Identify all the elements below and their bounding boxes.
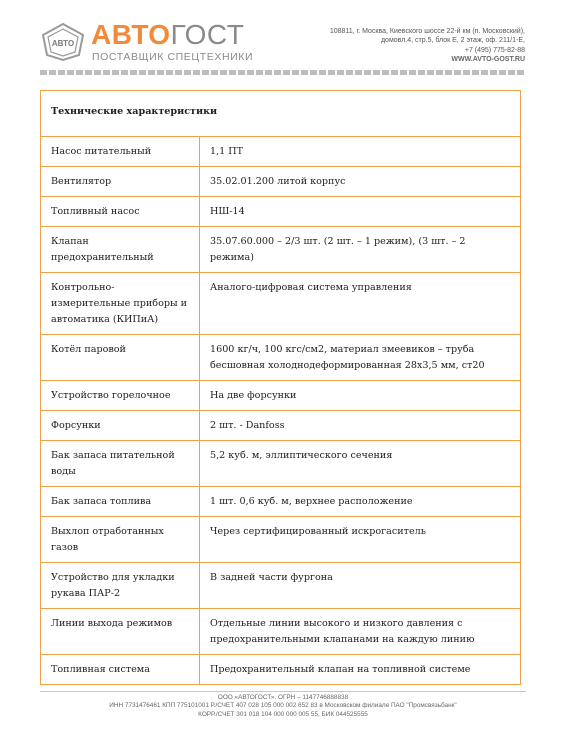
- spec-name: Устройство горелочное: [41, 381, 200, 411]
- company-address: [330, 27, 525, 65]
- spec-value: НШ-14: [200, 197, 521, 227]
- spec-name: Контрольно-измерительные приборы и автоматика (КИПиА): [41, 273, 200, 335]
- table-row: [41, 335, 521, 381]
- spec-name: Котёл паровой: [41, 335, 200, 381]
- spec-name: Насос питательный: [41, 137, 200, 167]
- table-row: [41, 441, 521, 487]
- spec-value: Отдельные линии высокого и низкого давления с предохранительными клапанами на каждую линию: [200, 609, 521, 655]
- spec-name: Вентилятор: [41, 167, 200, 197]
- spec-value: 1 шт. 0,6 куб. м, верхнее расположение: [200, 487, 521, 517]
- table-row: [41, 167, 521, 197]
- spec-value: 35.07.60.000 – 2/3 шт. (2 шт. – 1 режим), (3 шт. – 2 режима): [200, 227, 521, 273]
- table-row: [41, 273, 521, 335]
- specs-table: [40, 90, 521, 685]
- footer-line: ООО «АВТОГОСТ». ОГРН – 1147746888838: [217, 694, 349, 701]
- spec-value: В задней части фургона: [200, 563, 521, 609]
- header-divider: [40, 70, 526, 75]
- spec-value: 2 шт. - Danfoss: [200, 411, 521, 441]
- spec-value: Через сертифицированный искрогаситель: [200, 517, 521, 563]
- footer-line: ИНН 7731476461 КПП 775101001 Р./СЧЕТ 407 028 105 000 002 652 83 в Московском филиале ПАО "Промсвязьбанк": [109, 702, 457, 710]
- spec-name: Линии выхода режимов: [41, 609, 200, 655]
- spec-name: Бак запаса топлива: [41, 487, 200, 517]
- table-row: [41, 137, 521, 167]
- spec-name: Бак запаса питательной воды: [41, 441, 200, 487]
- spec-name: Топливная система: [41, 655, 200, 685]
- table-row: [41, 517, 521, 563]
- spec-value: 1,1 ПТ: [200, 137, 521, 167]
- table-row: [41, 655, 521, 685]
- table-title-row: [41, 91, 521, 137]
- spec-value: 1600 кг/ч, 100 кгс/см2, материал змеевиков – труба бесшовная холоднодеформированная 28х3,5 мм, ст20: [200, 335, 521, 381]
- table-row: [41, 227, 521, 273]
- spec-value: 35.02.01.200 литой корпус: [200, 167, 521, 197]
- table-row: [41, 609, 521, 655]
- table-row: [41, 411, 521, 441]
- spec-value: 5,2 куб. м, эллиптического сечения: [200, 441, 521, 487]
- table-row: [41, 563, 521, 609]
- spec-name: Устройство для укладки рукава ПАР-2: [41, 563, 200, 609]
- footer-line: КОРР./СЧЕТ 301 018 104 000 000 005 55, БИК 044525555: [198, 710, 368, 718]
- spec-name: Выхлоп отработанных газов: [41, 517, 200, 563]
- brand-name: [91, 20, 244, 50]
- address-line: домовл.4, стр.5, блок Е, 2 этаж, оф. 211/1-Е,: [380, 37, 525, 45]
- brand-part1: АВТО: [91, 19, 171, 50]
- table-title: Технические характеристики: [41, 91, 521, 137]
- address-line: 108811, г. Москва, Киевского шоссе 22-й км (п. Московский),: [329, 28, 525, 35]
- phone-line: +7 (495) 775-82-88: [464, 46, 525, 54]
- spec-name: Форсунки: [41, 411, 200, 441]
- brand-part2: ГОСТ: [170, 19, 245, 50]
- spec-value: Предохранительный клапан на топливной системе: [200, 655, 521, 685]
- spec-value: На две форсунки: [200, 381, 521, 411]
- table-row: [41, 381, 521, 411]
- spec-name: Клапан предохранительный: [41, 227, 200, 273]
- spec-value: Аналого-цифровая система управления: [200, 273, 521, 335]
- website-link[interactable]: WWW.AVTO-GOST.RU: [451, 56, 525, 64]
- footer: [40, 691, 526, 719]
- table-row: [41, 487, 521, 517]
- spec-name: Топливный насос: [41, 197, 200, 227]
- logo-text: АВТО: [51, 39, 75, 48]
- logo-icon: [40, 22, 86, 62]
- brand-tagline: ПОСТАВЩИК СПЕЦТЕХНИКИ: [92, 51, 254, 63]
- letterhead: [0, 0, 561, 80]
- table-row: [41, 197, 521, 227]
